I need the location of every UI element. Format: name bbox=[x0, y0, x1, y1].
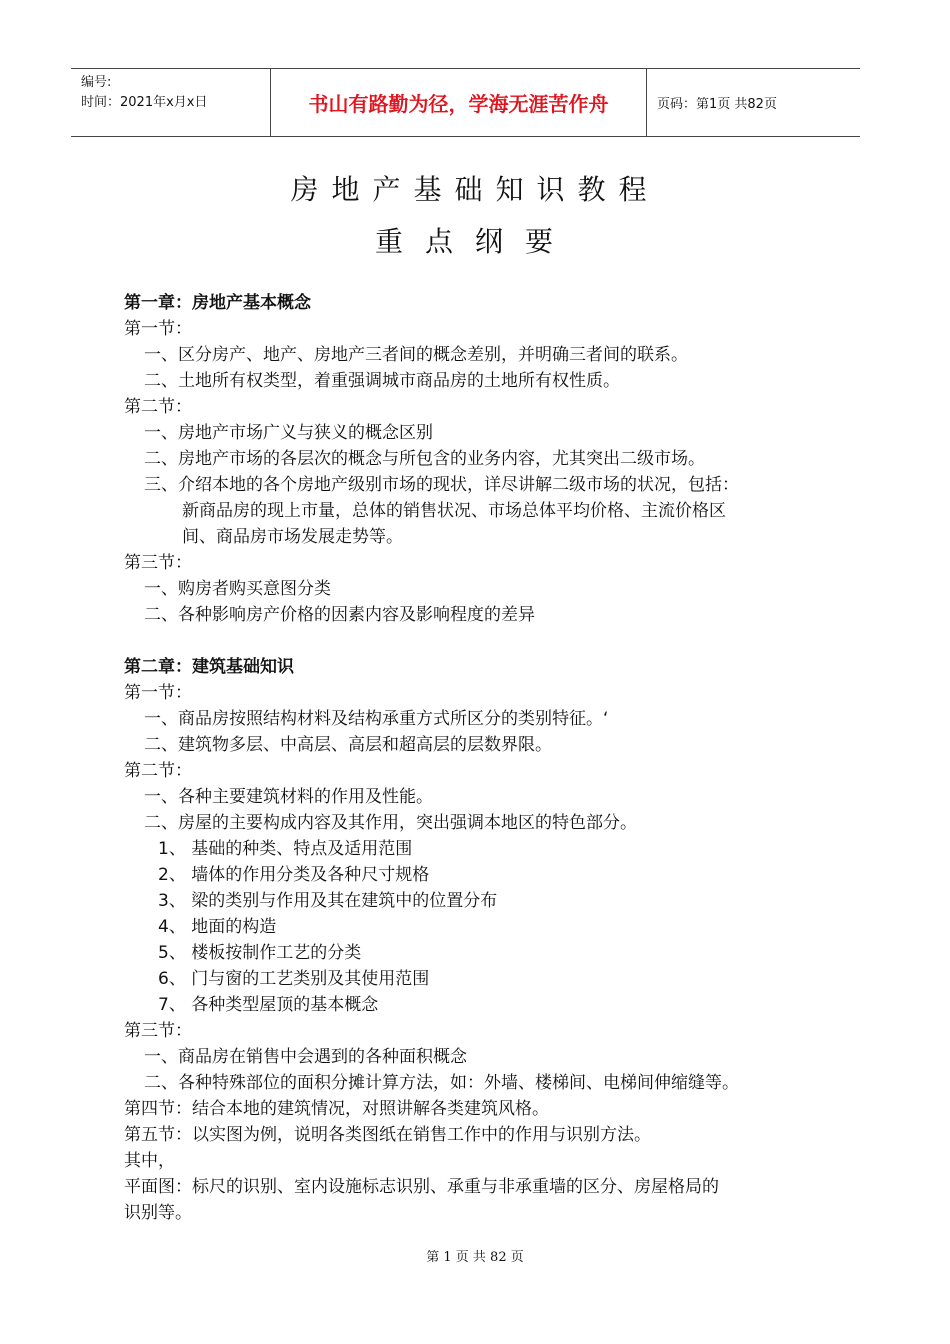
body-line: 新商品房的现上市量，总体的销售状况、市场总体平均价格、主流价格区 bbox=[182, 501, 726, 521]
body-line: 第一节： bbox=[124, 319, 192, 339]
body-line: 第三节： bbox=[124, 553, 192, 573]
body-line: 2、 墙体的作用分类及各种尺寸规格 bbox=[158, 865, 430, 885]
body-line: 一、房地产市场广义与狭义的概念区别 bbox=[144, 423, 433, 443]
body-line: 一、购房者购买意图分类 bbox=[144, 579, 331, 599]
body-line: 平面图：标尺的识别、室内设施标志识别、承重与非承重墙的区分、房屋格局的 bbox=[124, 1177, 719, 1197]
body-line: 间、商品房市场发展走势等。 bbox=[182, 527, 403, 547]
body-line: 第二节： bbox=[124, 397, 192, 417]
body-line: 二、建筑物多层、中高层、高层和超高层的层数界限。 bbox=[144, 735, 552, 755]
body-line: 第五节：以实图为例，说明各类图纸在销售工作中的作用与识别方法。 bbox=[124, 1125, 651, 1145]
body-line: 一、区分房产、地产、房地产三者间的概念差别，并明确三者间的联系。 bbox=[144, 345, 688, 365]
blank-line bbox=[124, 628, 814, 654]
time-label: 时间：2021年x月x日 bbox=[81, 95, 208, 110]
body-line: 二、各种影响房产价格的因素内容及影响程度的差异 bbox=[144, 605, 535, 625]
document-subtitle: 重点纲要 bbox=[374, 225, 575, 258]
body-line: 第一节： bbox=[124, 683, 192, 703]
body-line: 一、商品房在销售中会遇到的各种面积概念 bbox=[144, 1047, 467, 1067]
body-line: 识别等。 bbox=[124, 1203, 192, 1223]
body-line: 3、 梁的类别与作用及其在建筑中的位置分布 bbox=[158, 891, 498, 911]
body-line: 5、 楼板按制作工艺的分类 bbox=[158, 943, 362, 963]
body-line: 第二节： bbox=[124, 761, 192, 781]
body-line: 其中， bbox=[124, 1151, 175, 1171]
body-line: 7、 各种类型屋顶的基本概念 bbox=[158, 995, 379, 1015]
header-motto: 书山有路勤为径，学海无涯苦作舟 bbox=[271, 69, 647, 136]
body-line: 第四节：结合本地的建筑情况，对照讲解各类建筑风格。 bbox=[124, 1099, 549, 1119]
body-line: 二、房地产市场的各层次的概念与所包含的业务内容，尤其突出二级市场。 bbox=[144, 449, 705, 469]
body-line: 一、各种主要建筑材料的作用及性能。 bbox=[144, 787, 433, 807]
document-title: 房地产基础知识教程 bbox=[290, 173, 660, 206]
document-body bbox=[124, 290, 814, 1226]
number-label: 编号: bbox=[81, 75, 112, 90]
body-line: 二、土地所有权类型，着重强调城市商品房的土地所有权性质。 bbox=[144, 371, 620, 391]
body-line: 一、商品房按照结构材料及结构承重方式所区分的类别特征。‘ bbox=[144, 709, 609, 729]
header-page-info: 页码：第1页 共82页 bbox=[657, 97, 777, 112]
body-line: 4、 地面的构造 bbox=[158, 917, 277, 937]
body-line: 第三节： bbox=[124, 1021, 192, 1041]
header-meta bbox=[71, 69, 271, 136]
body-line: 1、 基础的种类、特点及适用范围 bbox=[158, 839, 413, 859]
body-line: 二、房屋的主要构成内容及其作用，突出强调本地区的特色部分。 bbox=[144, 813, 637, 833]
body-line: 三、介绍本地的各个房地产级别市场的现状，详尽讲解二级市场的状况，包括： bbox=[144, 475, 739, 495]
body-line: 6、 门与窗的工艺类别及其使用范围 bbox=[158, 969, 430, 989]
chapter-heading: 第一章：房地产基本概念 bbox=[124, 293, 311, 313]
body-line: 二、各种特殊部位的面积分摊计算方法，如：外墙、楼梯间、电梯间伸缩缝等。 bbox=[144, 1073, 739, 1093]
chapter-heading: 第二章：建筑基础知识 bbox=[124, 657, 294, 677]
page-header bbox=[71, 68, 860, 137]
page-footer: 第 1 页 共 82 页 bbox=[426, 1250, 524, 1265]
